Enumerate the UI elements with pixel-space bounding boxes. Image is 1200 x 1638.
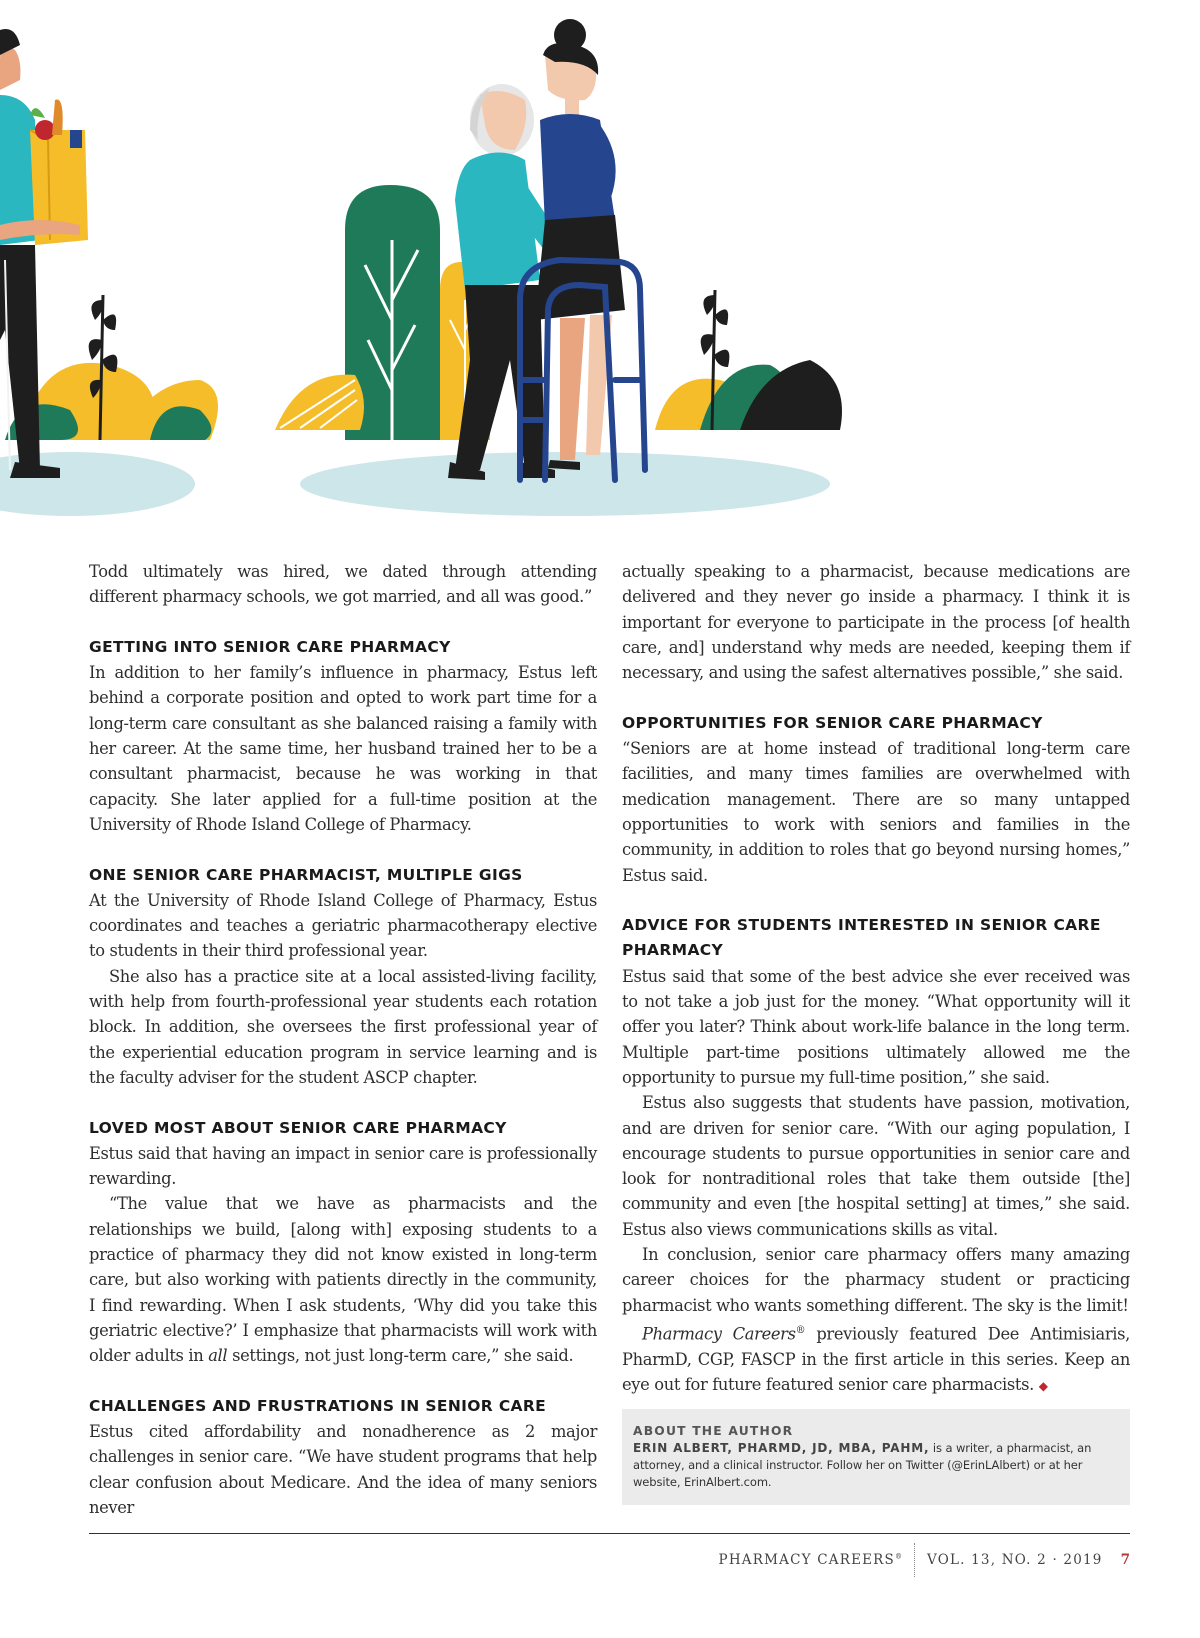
section-heading-multiple-gigs: ONE SENIOR CARE PHARMACIST, MULTIPLE GIGS (89, 865, 523, 884)
paragraph: Estus said that some of the best advice she ever received was to not take a job just for the money. “What opportunity will it offer you later? Think about work-life balance in the long term. Multiple part-time positions ultimately allowed me the opportunity to pursue my full-time position,” she said. (622, 966, 1130, 1087)
paragraph: In conclusion, senior care pharmacy offers many amazing career choices for the pharmacy student or practicing pharmacist who wants something different. The sky is the limit! (622, 1245, 1130, 1315)
header-illustration (0, 0, 1200, 530)
section-heading-loved-most: LOVED MOST ABOUT SENIOR CARE PHARMACY (89, 1118, 507, 1137)
closing-paragraph (622, 1318, 1130, 1399)
about-title: ABOUT THE AUTHOR (633, 1424, 794, 1439)
author-bio: is a writer, a pharmacist, an attorney, and a clinical instructor. Follow her on Twitter (@ErinLAlbert) or at her website, ErinAlbert.com. (633, 1441, 1092, 1490)
paragraph: Estus also suggests that students have passion, motivation, and are driven for senior care. “With our aging population, I encourage students to pursue opportunities in senior care and look for nontraditional roles that take them outside [the] community and even [the hospital setting] at times,” she said. Estus also views communications skills as vital. (622, 1093, 1130, 1239)
page-footer (719, 1548, 1130, 1572)
footer-issue: VOL. 13, NO. 2 · 2019 (927, 1552, 1103, 1568)
continued-paragraph: actually speaking to a pharmacist, because medications are delivered and they never go inside a pharmacy. I think it is important for everyone to participate in the process [of health care, and] understand why meds are needed, keeping them if necessary, and using the safest alternatives possible,” she said. (622, 562, 1130, 683)
author-name: ERIN ALBERT, PHARMD, JD, MBA, PAHM, (633, 1441, 930, 1456)
paragraph: She also has a practice site at a local assisted-living facility, with help from fourth-professional year students each rotation block. In addition, she oversees the first professional year of the experiential education program in service learning and is the faculty adviser for the student ASCP chapter. (89, 966, 597, 1087)
paragraph: In addition to her family’s influence in pharmacy, Estus left behind a corporate position and opted to work part time for a long-term care consultant as she balanced raising a family with her career. At the same time, her husband trained her to be a consultant pharmacist, because he was working in that capacity. She later applied for a full-time position at the University of Rhode Island College of Pharmacy. (89, 663, 597, 834)
quote-text: settings, not just long-term care,” she said. (227, 1346, 574, 1366)
registered-mark: ® (895, 1552, 902, 1561)
about-the-author-box (622, 1409, 1130, 1505)
paragraph: “Seniors are at home instead of traditional long-term care facilities, and many times families are overwhelmed with medication management. There are so many untapped opportunities to work with seniors and families in the community, in addition to roles that go beyond nursing homes,” Estus said. (622, 739, 1130, 885)
end-mark-icon: ◆ (1038, 1378, 1048, 1393)
section-heading-challenges: CHALLENGES AND FRUSTRATIONS IN SENIOR CARE (89, 1396, 547, 1415)
footer-divider (914, 1543, 915, 1577)
paragraph: Estus cited affordability and nonadherence as 2 major challenges in senior care. “We have student programs that help clear confusion about Medicare. And the idea of many seniors never (89, 1422, 597, 1517)
registered-mark: ® (795, 1324, 806, 1336)
quote-paragraph (89, 1191, 597, 1368)
closing-text: previously featured Dee Antimisiaris, PharmD, CGP, FASCP in the first article in this series. Keep an eye out for future featured senior care pharmacists. (622, 1324, 1130, 1394)
section-heading-advice: ADVICE FOR STUDENTS INTERESTED IN SENIOR CARE PHARMACY (622, 916, 1101, 960)
section-heading-getting-into: GETTING INTO SENIOR CARE PHARMACY (89, 637, 451, 656)
emphasis-text: all (208, 1346, 228, 1366)
intro-paragraph: Todd ultimately was hired, we dated through attending different pharmacy schools, we got married, and all was good.” (89, 562, 597, 607)
publication-name: Pharmacy Careers (642, 1324, 796, 1344)
article-right-column (622, 559, 1130, 1505)
about-body (633, 1440, 1119, 1491)
paragraph: Estus said that having an impact in senior care is professionally rewarding. (89, 1143, 597, 1189)
section-heading-opportunities: OPPORTUNITIES FOR SENIOR CARE PHARMACY (622, 713, 1043, 732)
article-left-column (89, 559, 597, 1520)
publication-title: PHARMACY CAREERS (718, 1552, 895, 1568)
fan-plant (275, 375, 364, 430)
paragraph: At the University of Rhode Island College of Pharmacy, Estus coordinates and teaches a geriatric pharmacotherapy elective to students in their third professional year. (89, 890, 597, 961)
footer-publication (719, 1552, 902, 1568)
footer-rule (89, 1533, 1130, 1534)
quote-text: “The value that we have as pharmacists and the relationships we build, [along with] exposing students to a practice of pharmacy they did not know existed in long-term care, but also working with patients directly in the community, I find rewarding. When I ask students, ‘Why did you take this geriatric elective?’ I emphasize that pharmacists will work with older adults in (89, 1194, 597, 1366)
right-plants (655, 290, 842, 430)
page-number: 7 (1120, 1552, 1130, 1568)
